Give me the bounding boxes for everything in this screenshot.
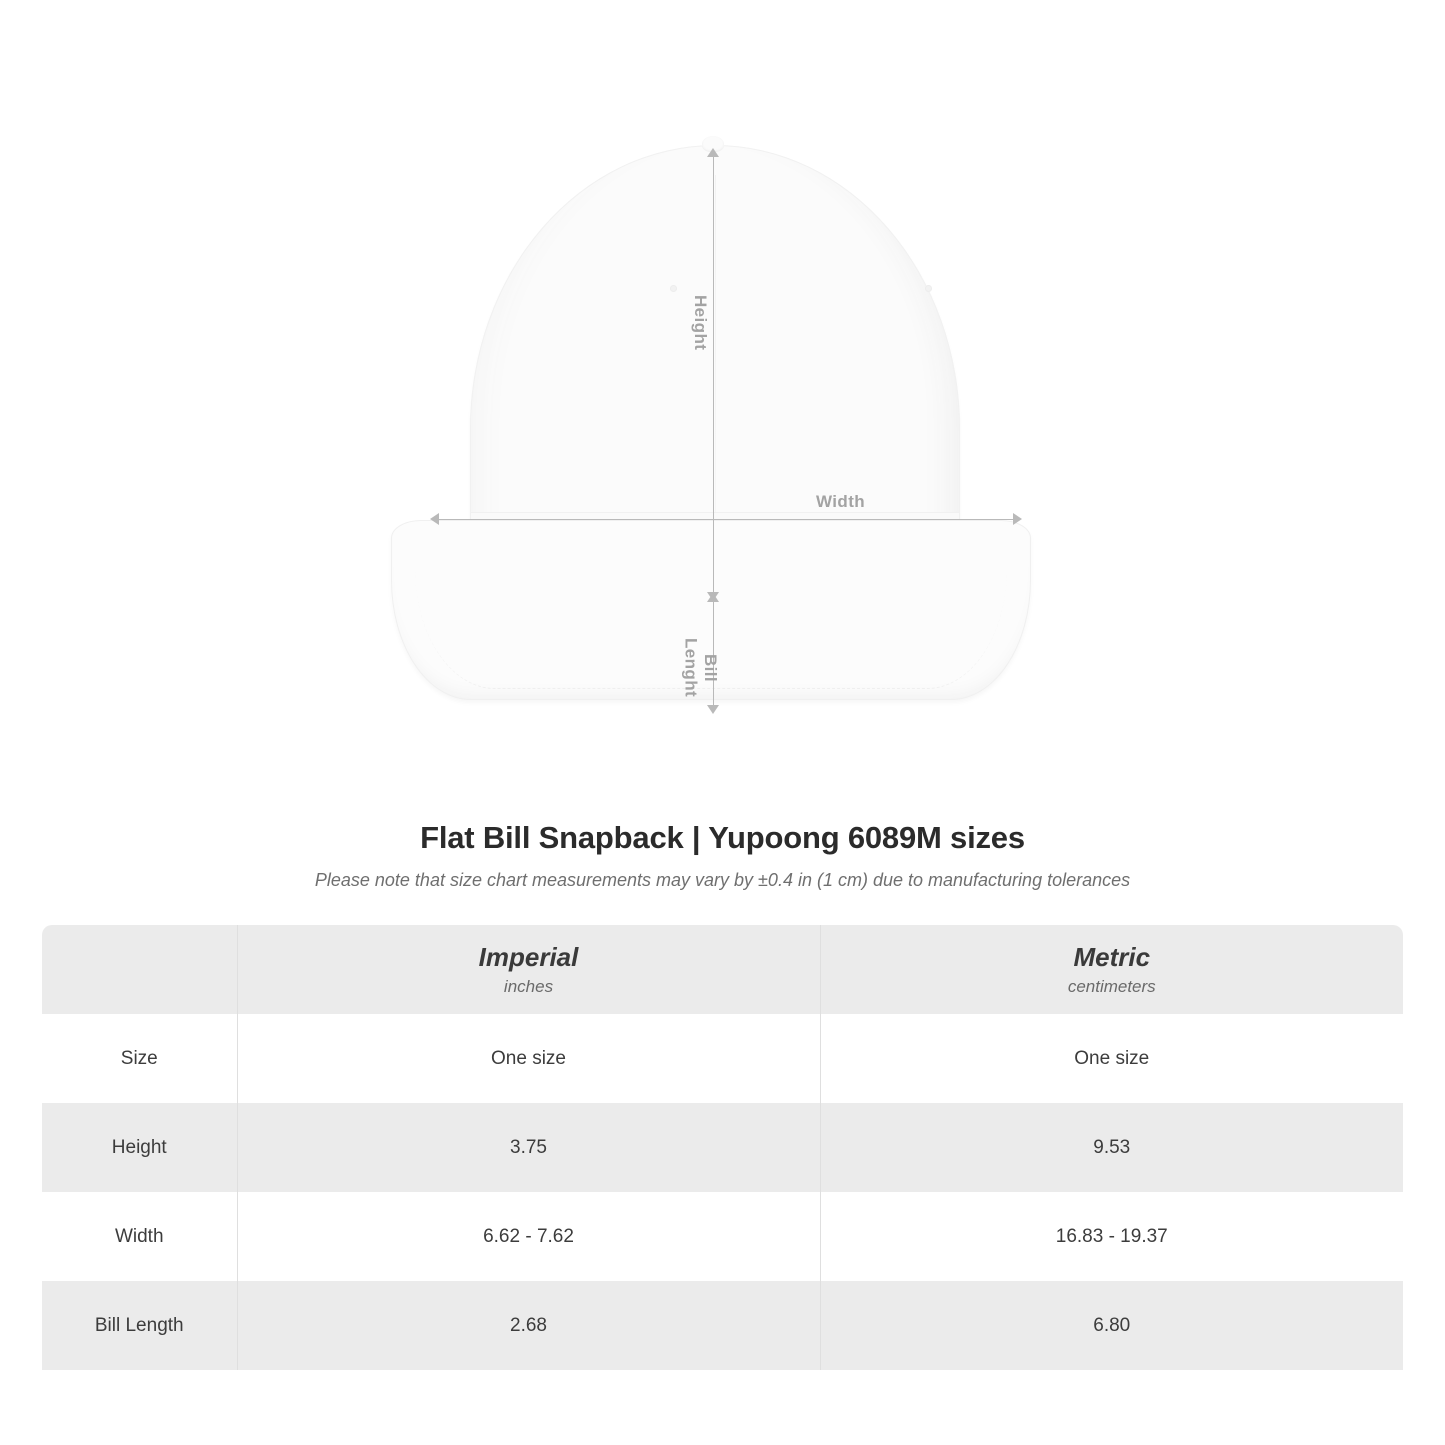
row-label-bill-length: Bill Length <box>42 1281 237 1370</box>
imperial-unit-sub: inches <box>503 977 554 996</box>
row-imperial-size: One size <box>237 1014 820 1103</box>
metric-unit-name: Metric <box>1073 942 1151 972</box>
chart-heading-block <box>0 820 1445 891</box>
width-guide-arrow-right <box>1013 513 1022 525</box>
table-header-metric <box>820 925 1403 1014</box>
width-guide-line <box>437 519 1020 520</box>
tolerance-note: Please note that size chart measurements may vary by ±0.4 in (1 cm) due to manufacturing tolerances <box>314 870 1131 890</box>
row-metric-width: 16.83 - 19.37 <box>820 1192 1403 1281</box>
row-metric-height: 9.53 <box>820 1103 1403 1192</box>
row-metric-size: One size <box>820 1014 1403 1103</box>
width-guide-label: Width <box>816 492 866 511</box>
height-guide-arrow-top <box>707 148 719 157</box>
page-title: Flat Bill Snapback | Yupoong 6089M sizes <box>420 820 1025 855</box>
cap-crown <box>470 145 960 565</box>
row-imperial-width: 6.62 - 7.62 <box>237 1192 820 1281</box>
bill-length-guide-label: Bill Lenght <box>681 638 720 698</box>
table-row <box>42 1192 1403 1281</box>
metric-unit-sub: centimeters <box>1067 977 1156 996</box>
table-header-row <box>42 925 1403 1014</box>
height-guide-line <box>713 155 714 600</box>
row-label-height: Height <box>42 1103 237 1192</box>
imperial-unit-name: Imperial <box>478 942 579 972</box>
row-imperial-height: 3.75 <box>237 1103 820 1192</box>
bill-length-guide-arrow-top <box>707 593 719 602</box>
row-label-width: Width <box>42 1192 237 1281</box>
width-guide-arrow-left <box>430 513 439 525</box>
table-header-corner <box>42 925 237 1014</box>
cap-eyelet-right <box>925 285 932 292</box>
row-metric-bill-length: 6.80 <box>820 1281 1403 1370</box>
row-label-size: Size <box>42 1014 237 1103</box>
table-header-imperial <box>237 925 820 1014</box>
size-chart-table <box>42 925 1403 1370</box>
table-row <box>42 1014 1403 1103</box>
height-guide-label: Height <box>691 295 710 351</box>
cap-eyelet-left <box>670 285 677 292</box>
cap-center-seam <box>715 175 716 565</box>
table-row <box>42 1281 1403 1370</box>
row-imperial-bill-length: 2.68 <box>237 1281 820 1370</box>
size-chart-table-wrap <box>42 925 1403 1370</box>
table-row <box>42 1103 1403 1192</box>
